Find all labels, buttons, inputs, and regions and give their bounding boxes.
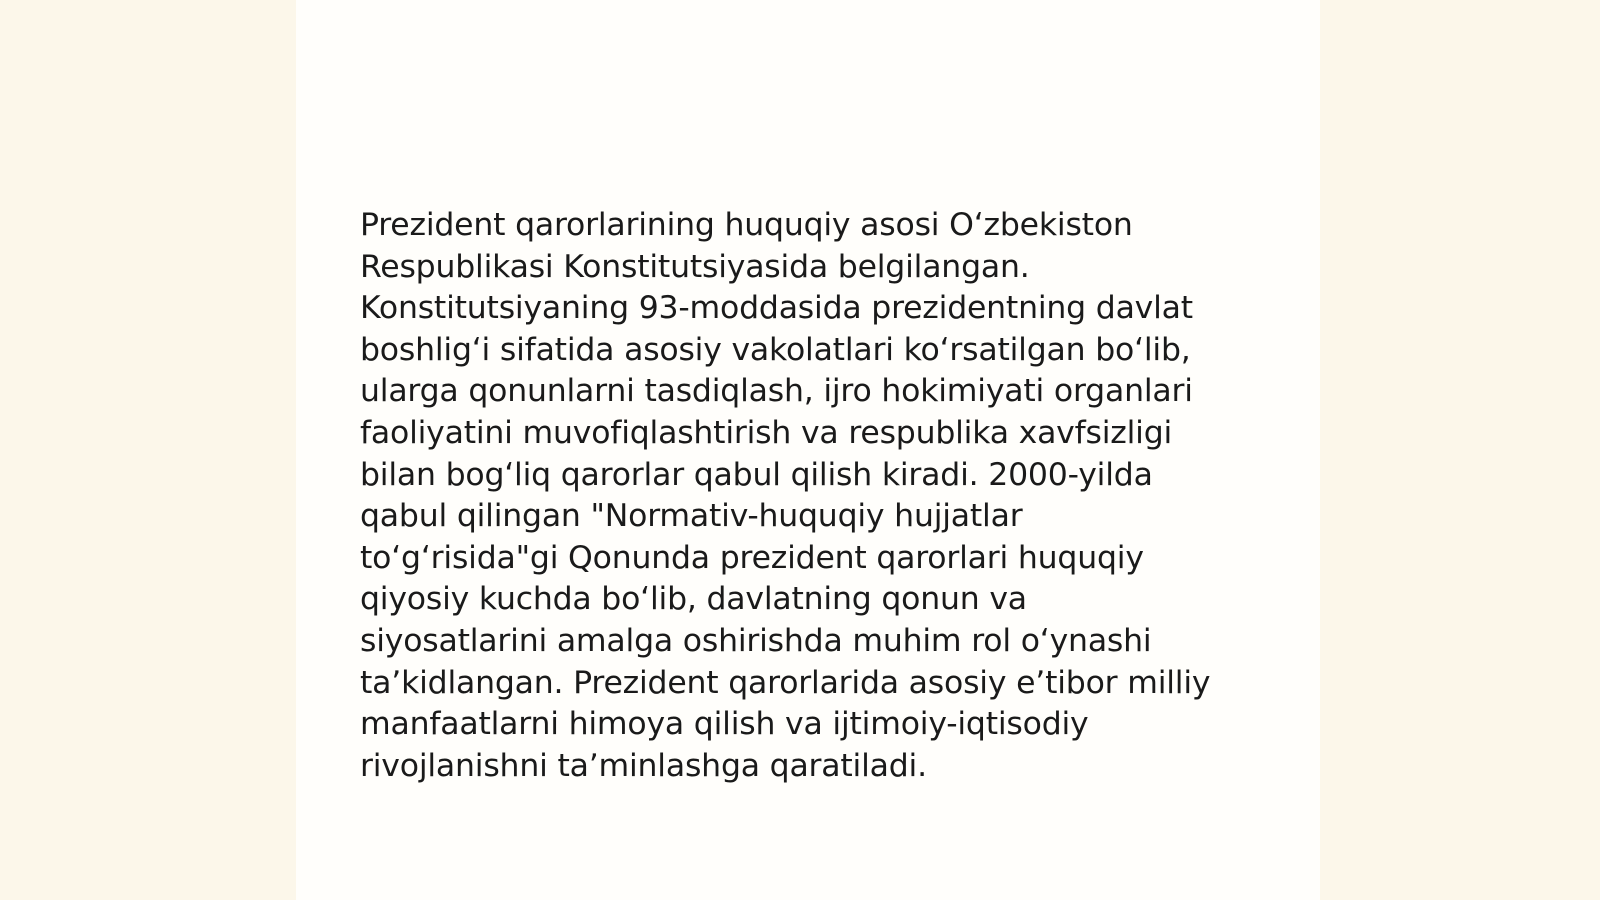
text-line: faoliyatini muvofiqlashtirish va respublika xavfsizligi <box>360 414 1173 451</box>
text-line: qabul qilingan "Normativ-huquqiy hujjatlar <box>360 498 1023 535</box>
document-sheet <box>296 0 1320 900</box>
text-line: taʼkidlangan. Prezident qarorlarida asosiy eʼtibor milliy <box>360 664 1211 701</box>
text-line: boshligʻi sifatida asosiy vakolatlari koʻrsatilgan boʻlib, <box>360 331 1191 368</box>
text-line: Respublikasi Konstitutsiyasida belgilangan. <box>360 248 1030 285</box>
text-line: qiyosiy kuchda boʻlib, davlatning qonun va <box>360 581 1027 618</box>
text-line: Prezident qarorlarining huquqiy asosi Oʻzbekiston <box>360 207 1133 243</box>
text-line: bilan bogʻliq qarorlar qabul qilish kiradi. 2000-yilda <box>360 456 1153 493</box>
text-line: ularga qonunlarni tasdiqlash, ijro hokimiyati organlari <box>360 373 1193 410</box>
text-line: Konstitutsiyaning 93-moddasida prezidentning davlat <box>360 290 1193 327</box>
body-paragraph <box>360 205 1260 787</box>
text-line: manfaatlarni himoya qilish va ijtimoiy-iqtisodiy <box>360 706 1089 743</box>
text-line: siyosatlarini amalga oshirishda muhim rol oʻynashi <box>360 622 1152 659</box>
text-line: rivojlanishni taʼminlashga qaratiladi. <box>360 747 927 784</box>
text-line: toʻgʻrisida"gi Qonunda prezident qarorlari huquqiy <box>360 539 1144 576</box>
